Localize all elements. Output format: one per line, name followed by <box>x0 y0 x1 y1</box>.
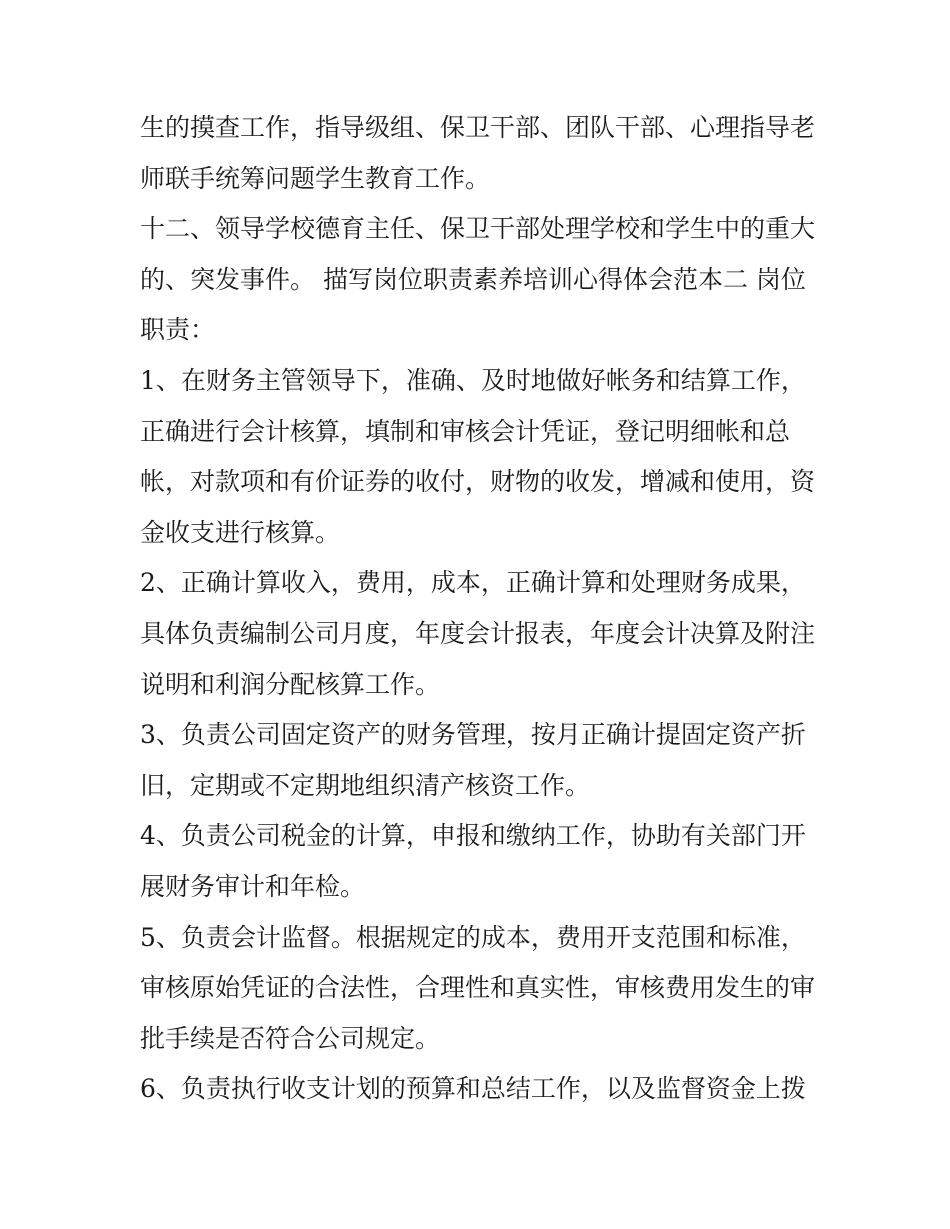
text-line: 具体负责编制公司月度，年度会计报表，年度会计决算及附注 <box>140 618 816 648</box>
text-line: 审核原始凭证的合法性，合理性和真实性，审核费用发生的审 <box>140 973 816 1003</box>
text-line: 批手续是否符合公司规定。 <box>140 1023 441 1053</box>
text-line: 2、正确计算收入，费用，成本，正确计算和处理财务成果， <box>140 568 806 598</box>
text-line: 帐，对款项和有价证券的收付，财物的收发，增减和使用，资 <box>140 467 816 497</box>
text-line: 十二、领导学校德育主任、保卫干部处理学校和学生中的重大 <box>140 214 816 244</box>
text-line: 师联手统筹问题学生教育工作。 <box>140 163 491 193</box>
text-line: 1、在财务主管领导下，准确、及时地做好帐务和结算工作， <box>140 365 806 395</box>
text-line: 3、负责公司固定资产的财务管理，按月正确计提固定资产折 <box>140 720 806 750</box>
text-line: 5、负责会计监督。根据规定的成本，费用开支范围和标准， <box>140 922 806 952</box>
text-line: 的、突发事件。 描写岗位职责素养培训心得体会范本二 岗位 <box>140 264 806 294</box>
text-line: 展财务审计和年检。 <box>140 871 366 901</box>
document-page <box>140 103 816 1115</box>
text-line: 6、负责执行收支计划的预算和总结工作，以及监督资金上拨 <box>140 1074 806 1104</box>
text-line: 职责： <box>140 315 216 345</box>
text-line: 金收支进行核算。 <box>140 517 341 547</box>
text-line: 4、负责公司税金的计算，申报和缴纳工作，协助有关部门开 <box>140 821 806 851</box>
text-line: 生的摸查工作，指导级组、保卫干部、团队干部、心理指导老 <box>140 113 816 142</box>
text-line: 旧，定期或不定期地组织清产核资工作。 <box>140 770 591 800</box>
text-line: 正确进行会计核算，填制和审核会计凭证，登记明细帐和总 <box>140 416 791 446</box>
text-line: 说明和利润分配核算工作。 <box>140 669 441 699</box>
